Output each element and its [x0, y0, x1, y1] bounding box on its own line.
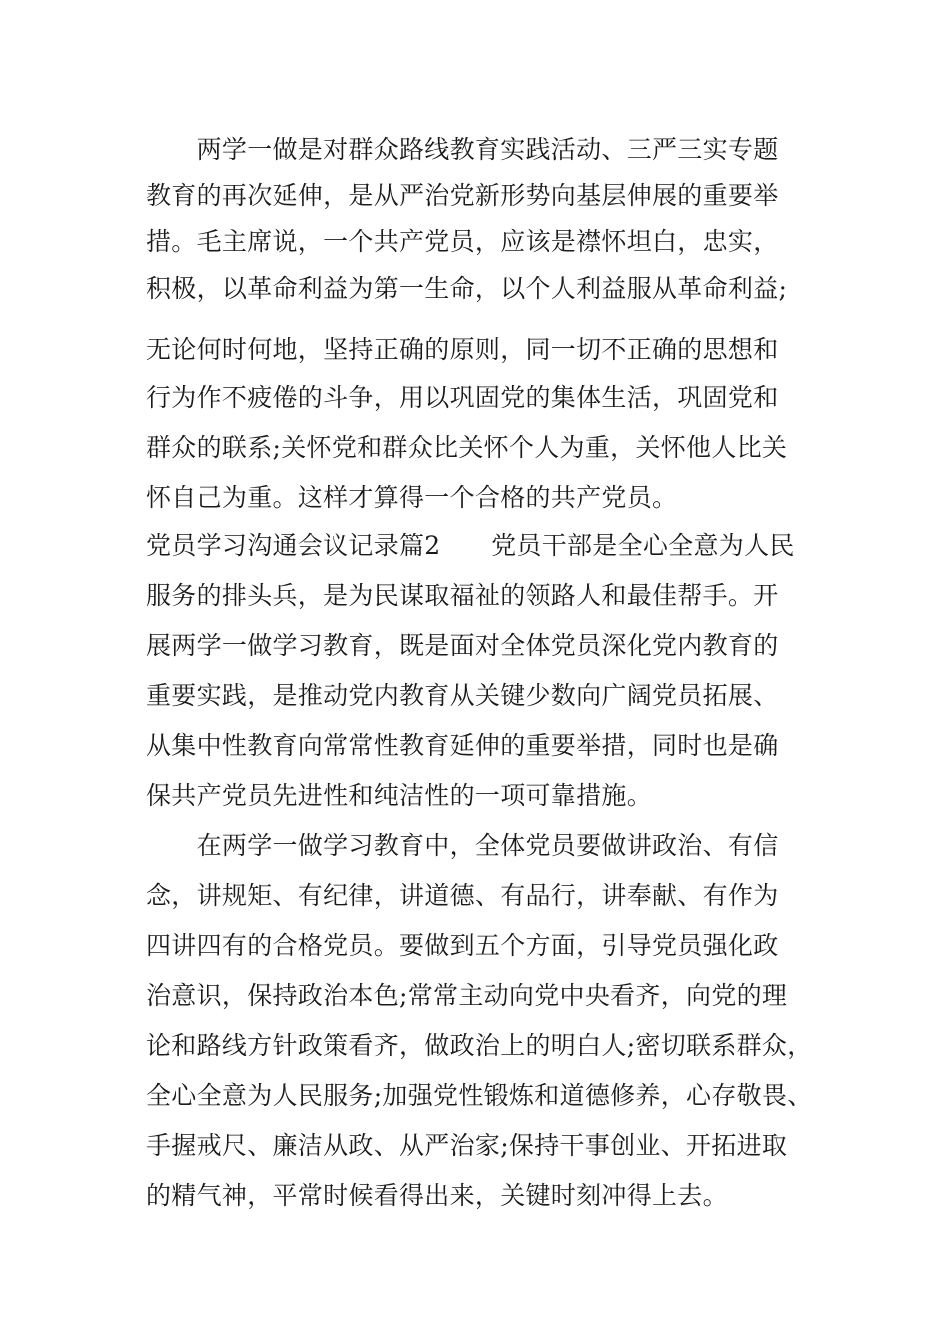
text-line: 四讲四有的合格党员。要做到五个方面，引导党员强化政 [146, 931, 779, 960]
text-line: 教育的再次延伸，是从严治党新形势向基层伸展的重要举 [146, 181, 779, 210]
text-line: 群众的联系;关怀党和群众比关怀个人为重，关怀他人比关 [146, 433, 788, 462]
text-line: 措。毛主席说，一个共产党员，应该是襟怀坦白，忠实， [146, 227, 779, 256]
text-line: 服务的排头兵，是为民谋取福祉的领路人和最佳帮手。开 [146, 581, 779, 610]
text-line: 保共产党员先进性和纯洁性的一项可靠措施。 [146, 781, 653, 810]
text-line: 的精气神，平常时候看得出来，关键时刻冲得上去。 [146, 1181, 728, 1210]
text-line: 两学一做是对群众路线教育实践活动、三严三实专题 [146, 135, 779, 164]
text-line: 论和路线方针政策看齐，做政治上的明白人;密切联系群众， [146, 1031, 813, 1060]
text-line: 在两学一做学习教育中，全体党员要做讲政治、有信 [146, 831, 779, 860]
text-line: 行为作不疲倦的斗争，用以巩固党的集体生活，巩固党和 [146, 383, 779, 412]
text-line: 无论何时何地，坚持正确的原则，同一切不正确的思想和 [146, 335, 779, 364]
text-line: 念，讲规矩、有纪律，讲道德、有品行，讲奉献、有作为 [146, 881, 779, 910]
text-line: 积极，以革命利益为第一生命，以个人利益服从革命利益; [146, 274, 788, 303]
text-line: 全心全意为人民服务;加强党性锻炼和道德修养，心存敬畏、 [146, 1081, 813, 1110]
text-line: 从集中性教育向常常性教育延伸的重要举措，同时也是确 [146, 731, 779, 760]
text-line: 治意识，保持政治本色;常常主动向党中央看齐，向党的理 [146, 981, 788, 1010]
text-line: 怀自己为重。这样才算得一个合格的共产党员。 [146, 483, 678, 512]
section-heading-line: 党员学习沟通会议记录篇2 党员干部是全心全意为人民 [146, 531, 795, 560]
text-line: 手握戒尺、廉洁从政、从严治家;保持干事创业、开拓进取 [146, 1131, 788, 1160]
text-line: 展两学一做学习教育，既是面对全体党员深化党内教育的 [146, 631, 779, 660]
text-line: 重要实践，是推动党内教育从关键少数向广阔党员拓展、 [146, 681, 779, 710]
